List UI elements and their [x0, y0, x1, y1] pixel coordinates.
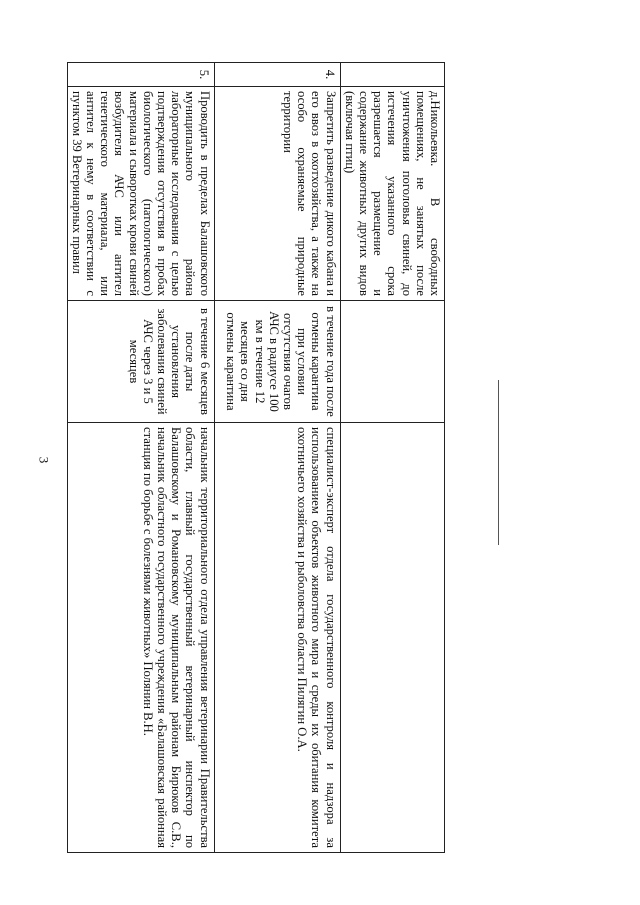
table-row: [67, 63, 214, 853]
deadline-cell: в течение года после отмены карантина при условии отсутствия очагов АЧС в радиусе 100 км в течение 12 месяцев со дня отмены карантина: [214, 301, 340, 423]
row-number: 4.: [214, 63, 340, 87]
rotated-table-container: [69, 62, 640, 848]
action-cell: д.Никольевка. В свободных помещениях, не занятых после уничтожения поголовья свиней, до истечения указанного срока разрешается размещение и содержание животных других видов (включая птиц): [340, 87, 444, 301]
responsible-cell: начальник территориального отдела управления ветеринарии Правительства области, главный государственный ветеринарный инспектор по Балашовскому и Романовскому муниципальным районам Бирюков С.В., начальник областного государственного учреждения «Балашовская районная станция по борьбе с болезнями животных» Полянин В.Н.: [67, 423, 214, 853]
page-number: 3: [36, 456, 52, 464]
measures-table: [67, 62, 445, 853]
table-row: [214, 63, 340, 853]
responsible-cell: специалист-эксперт отдела государственного контроля и надзора за использованием объектов животного мира и среды их обитания комитета охотничьего хозяйства и рыболовства области Пилягин О.А.: [214, 423, 340, 853]
deadline-cell: [340, 301, 444, 423]
deadline-cell: в течение 6 месяцев после даты установления заболевания свиней АЧС через 3 и 5 месяцев: [67, 301, 214, 423]
action-cell: Запретить разведение дикого кабана и его ввоз в охотхозяйства, а также на особо охраняемые природные территории: [214, 87, 340, 301]
row-number: 5.: [67, 63, 214, 87]
responsible-cell: [340, 423, 444, 853]
action-cell: Проводить в пределах Балашовского муниципального района лабораторные исследования с целью подтверждения отсутствия в пробах биологического (патологического) материала и сыворотках крови свиней возбудителя АЧС или антител генетического материала, или антител к нему в соответствии с пунктом 39 Ветеринарных правил: [67, 87, 214, 301]
table-row: [340, 63, 444, 853]
row-number: [340, 63, 444, 87]
